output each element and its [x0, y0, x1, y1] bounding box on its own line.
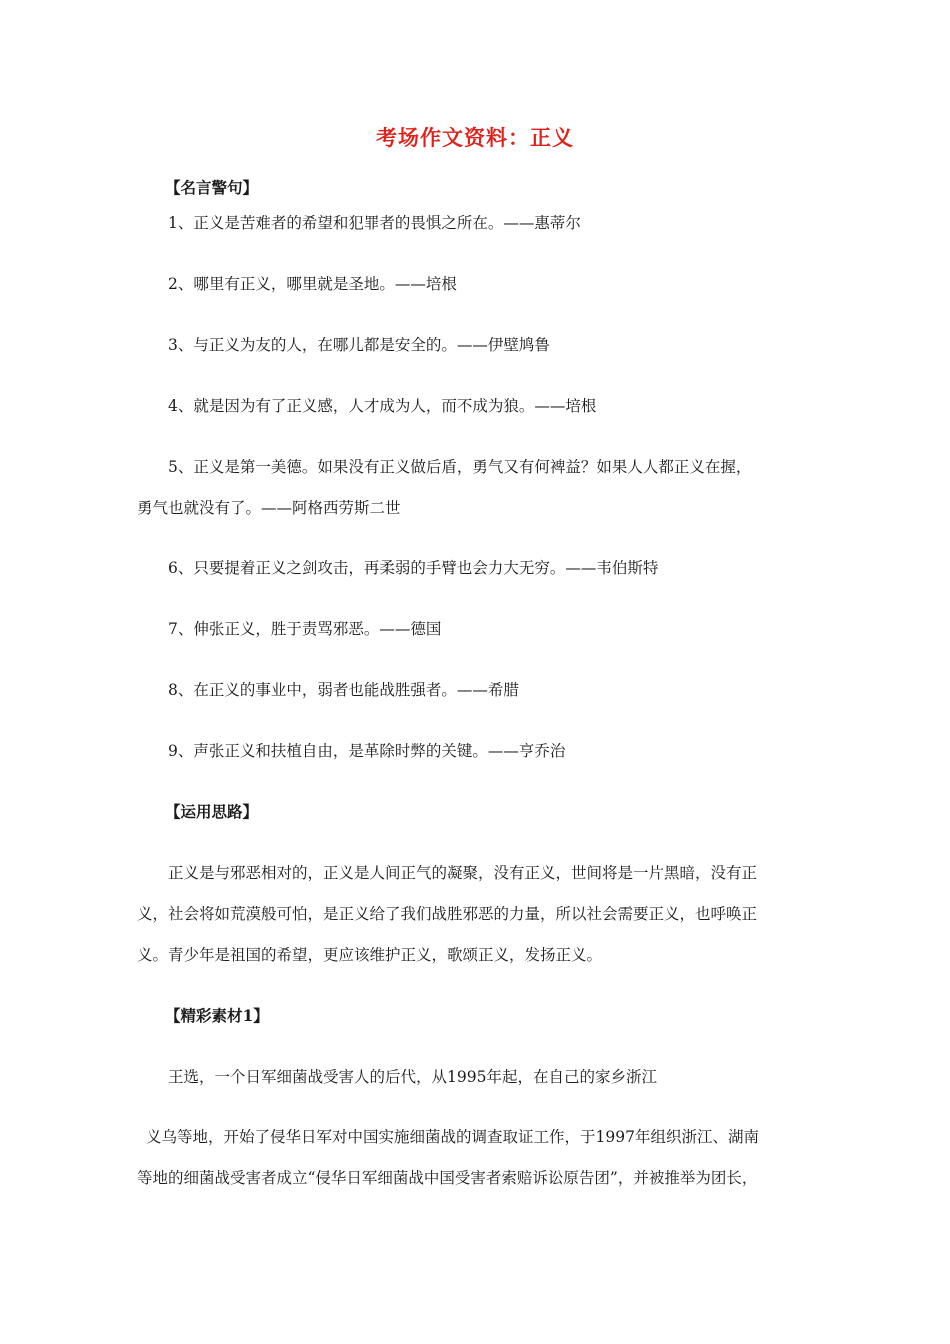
section-header-usage: 【运用思路】 — [165, 802, 259, 821]
section-header-quotes: 【名言警句】 — [165, 178, 259, 197]
material-line-3: 等地的细菌战受害者成立“侵华日军细菌战中国受害者索赔诉讼原告团”，并被推举为团长， — [137, 1169, 758, 1187]
quote-8: 8、在正义的事业中，弱者也能战胜强者。——希腊 — [168, 681, 519, 699]
material-line-1: 王选，一个日军细菌战受害人的后代，从1995年起，在自己的家乡浙江 — [168, 1068, 657, 1086]
usage-line-1: 正义是与邪恶相对的，正义是人间正气的凝聚，没有正义，世间将是一片黑暗，没有正 — [168, 864, 758, 882]
quote-3: 3、与正义为友的人，在哪儿都是安全的。——伊壁鸠鲁 — [168, 336, 550, 354]
quote-5: 5、正义是第一美德。如果没有正义做后盾，勇气又有何裨益？如果人人都正义在握， — [168, 458, 752, 476]
material-line-2: 义乌等地，开始了侵华日军对中国实施细菌战的调查取证工作，于1997年组织浙江、湖南 — [146, 1128, 759, 1146]
quote-4: 4、就是因为有了正义感，人才成为人，而不成为狼。——培根 — [168, 397, 597, 415]
quote-1: 1、正义是苦难者的希望和犯罪者的畏惧之所在。——惠蒂尔 — [168, 214, 581, 232]
quote-7: 7、伸张正义，胜于责骂邪恶。——德国 — [168, 620, 442, 638]
page-title: 考场作文资料：正义 — [376, 125, 574, 150]
usage-line-2: 义，社会将如荒漠般可怕，是正义给了我们战胜邪恶的力量，所以社会需要正义，也呼唤正 — [137, 905, 758, 923]
quote-9: 9、声张正义和扶植自由，是革除时弊的关键。——亨乔治 — [168, 742, 566, 760]
quote-2: 2、哪里有正义，哪里就是圣地。——培根 — [168, 275, 457, 293]
quote-5-continued: 勇气也就没有了。——阿格西劳斯二世 — [137, 499, 401, 517]
section-header-material: 【精彩素材1】 — [165, 1006, 269, 1025]
quote-6: 6、只要提着正义之剑攻击，再柔弱的手臂也会力大无穷。——韦伯斯特 — [168, 559, 659, 577]
usage-line-3: 义。青少年是祖国的希望，更应该维护正义，歌颂正义，发扬正义。 — [137, 946, 603, 964]
